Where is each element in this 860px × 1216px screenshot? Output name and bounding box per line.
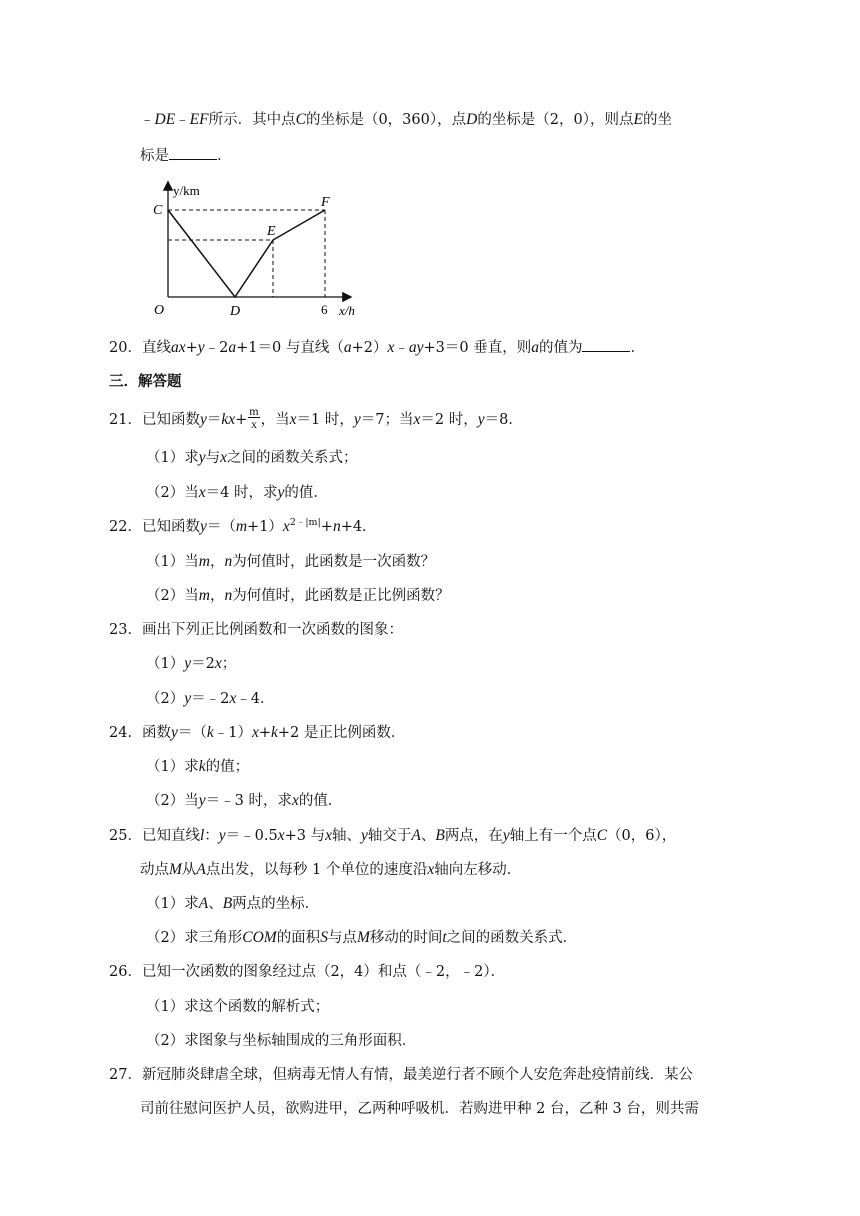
q25: 25．已知直线l：y＝﹣0.5x+3 与x轴、y轴交于A、B两点，在y轴上有一个点C（0，6），	[109, 827, 677, 844]
label-e: E	[267, 224, 276, 239]
q24-sub2: （2）当y＝﹣3 时，求x的值．	[146, 792, 343, 809]
answer-blank	[169, 145, 217, 160]
q23: 23．画出下列正比例函数和一次函数的图象：	[109, 622, 403, 638]
q21: 21．已知函数y＝kx+ $\frac{m}{x}$ ，当x＝1 时，y＝7；当x＝2 时，y＝8．	[109, 403, 523, 431]
q25-sub2: （2）求三角形COM的面积S与点M移动的时间t之间的函数关系式．	[146, 929, 578, 946]
q25-line2: 动点M从A点出发，以每秒 1 个单位的速度沿x轴向左移动．	[140, 861, 522, 878]
fraction-m-over-x: $\frac{m}{x}$	[249, 403, 259, 431]
q26-sub1: （1）求这个函数的解析式；	[146, 999, 330, 1015]
q26-sub2: （2）求图象与坐标轴围成的三角形面积．	[146, 1033, 417, 1049]
path-cdef	[168, 210, 325, 297]
exponent: 2﹣|m|	[289, 517, 321, 529]
q27: 27．新冠肺炎肆虐全球，但病毒无情人有情，最美逆行者不顾个人安危奔赴疫情前线．某公	[109, 1067, 693, 1083]
q19-line1: ﹣DE﹣EF所示．其中点C的坐标是（0，360），点D的坐标是（2，0），则点E的坐	[140, 111, 672, 128]
label-o: O	[154, 303, 165, 318]
q22: 22．已知函数$y=(m+1)x^{2﹣|m|}+n+4$．	[109, 517, 377, 535]
q19-line2: 标是 ．	[140, 145, 232, 166]
q21-sub1: （1）求y与x之间的函数关系式；	[146, 449, 358, 466]
q24: 24．函数y＝（k﹣1）x+k+2 是正比例函数．	[109, 724, 406, 741]
x-axis-label: x/h	[339, 303, 355, 318]
label-d: D	[230, 304, 241, 319]
q21-sub2: （2）当x＝4 时，求y的值．	[146, 484, 328, 501]
q22-sub2: （2）当m，n为何值时，此函数是正比例函数？	[146, 587, 450, 604]
label-six: 6	[321, 302, 328, 317]
q26: 26．已知一次函数的图象经过点（2，4）和点（﹣2，﹣2）．	[109, 964, 506, 980]
q22-sub1: （1）当m，n为何值时，此函数是一次函数？	[146, 553, 436, 570]
q24-sub1: （1）求k的值；	[146, 758, 250, 775]
q27-line2: 司前往慰问医护人员，欲购进甲，乙两种呼吸机．若购进甲种 2 台，乙种 3 台，则共需	[140, 1101, 699, 1117]
q25-sub1: （1）求A、B两点的坐标．	[146, 895, 320, 912]
q23-sub1: （1）y＝2x；	[146, 655, 237, 672]
answer-blank	[582, 337, 630, 352]
label-c: C	[153, 203, 163, 218]
q23-sub2: （2）y＝﹣2x﹣4．	[146, 690, 275, 707]
q20: 20．直线ax+y﹣2a+1＝0 与直线（a+2）x﹣ay+3＝0 垂直，则a的值为 ．	[109, 339, 645, 356]
y-axis-label: y/km	[173, 183, 200, 198]
label-f: F	[321, 195, 330, 210]
section-heading: 三．解答题	[109, 373, 182, 390]
distance-time-graph	[145, 178, 370, 320]
